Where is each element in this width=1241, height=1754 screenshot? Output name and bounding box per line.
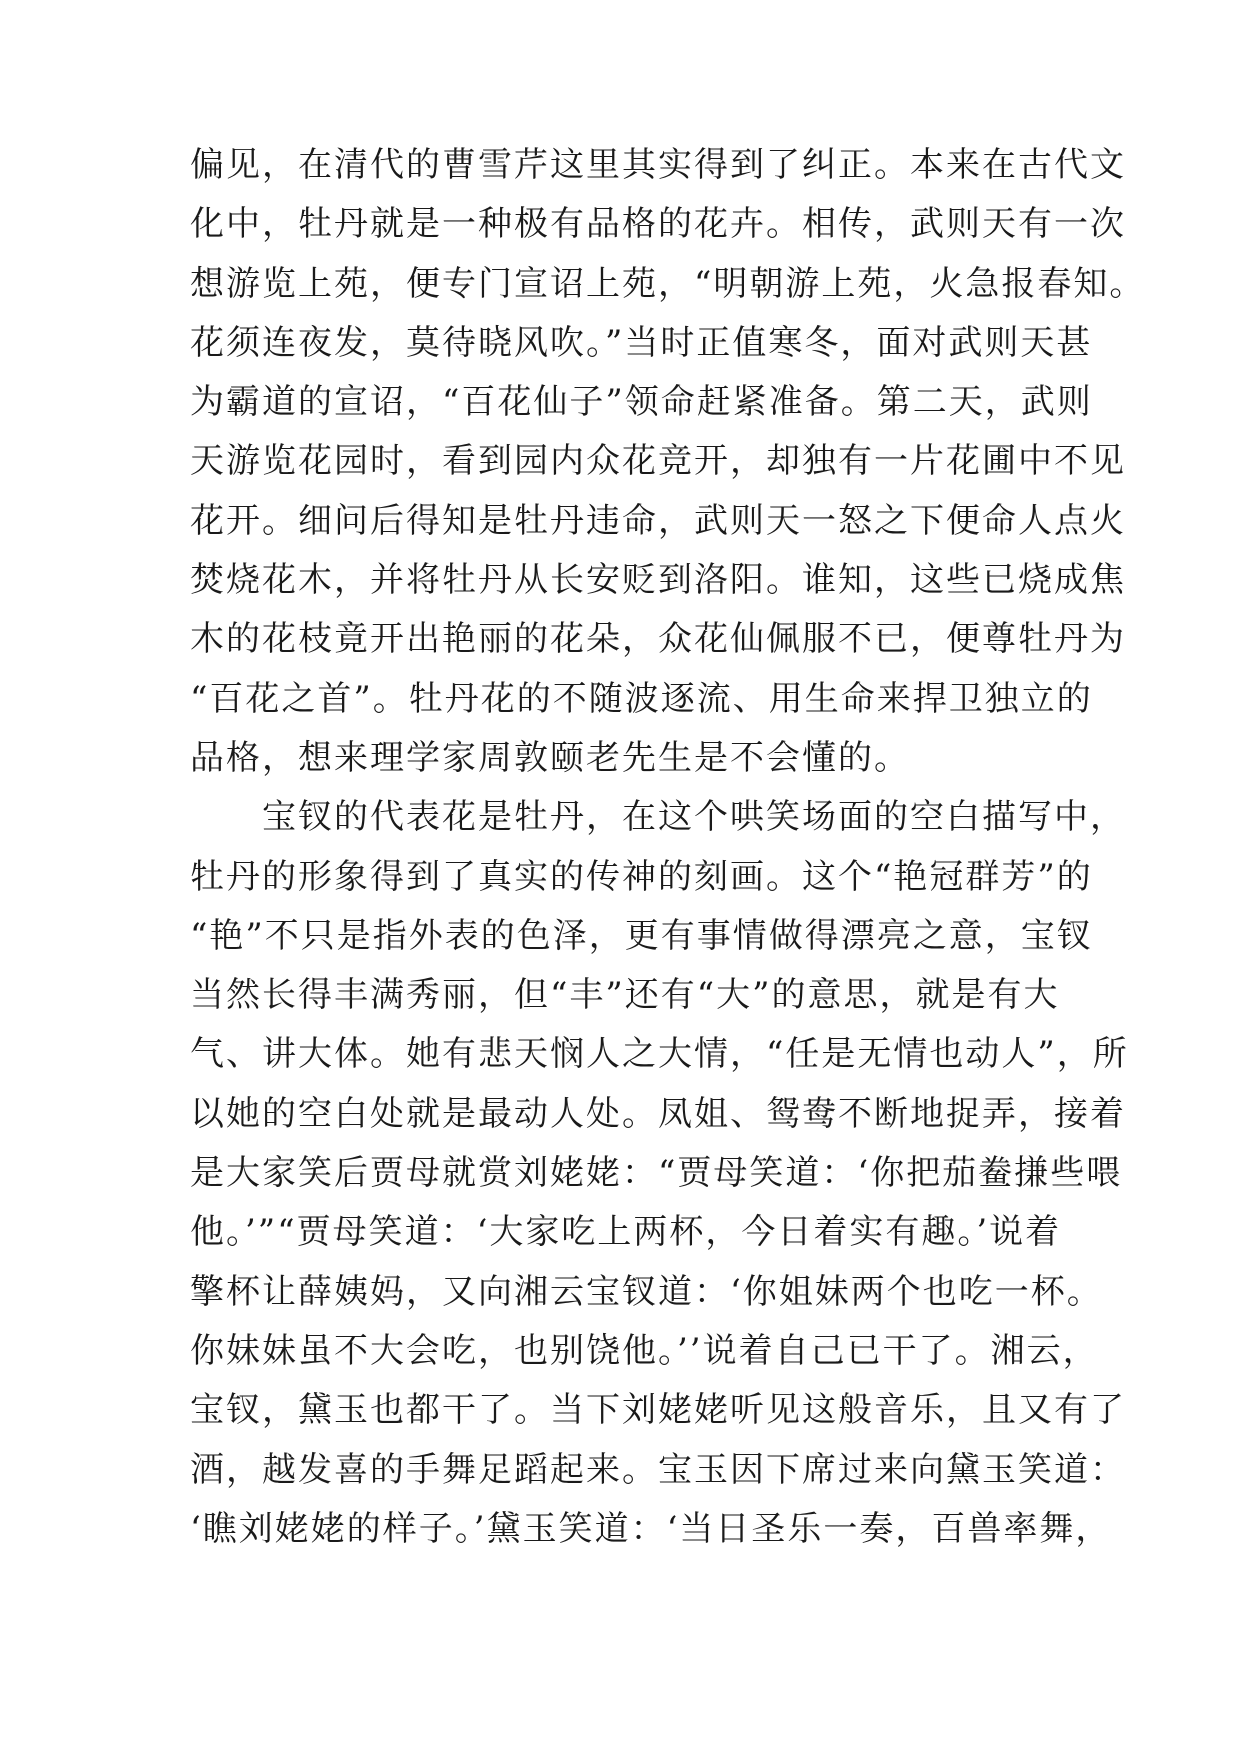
text-line: 擎杯让薛姨妈，又向湘云宝钗道：‘你姐妹两个也吃一杯。 bbox=[190, 1271, 1103, 1312]
text-line: 花开。细问后得知是牡丹违命，武则天一怒之下便命人点火 bbox=[190, 500, 1126, 541]
text-line: 为霸道的宣诏，“百花仙子”领命赶紧准备。第二天，武则 bbox=[190, 382, 1093, 423]
text-line: “艳”不只是指外表的色泽，更有事情做得漂亮之意，宝钗 bbox=[190, 915, 1093, 956]
text-line: “百花之首”。牡丹花的不随波逐流、用生命来捍卫独立的 bbox=[190, 678, 1093, 719]
text-line: 当然长得丰满秀丽，但“丰”还有“大”的意思，就是有大 bbox=[190, 975, 1060, 1016]
text-line: 花须连夜发，莫待晓风吹。”当时正值寒冬，面对武则天甚 bbox=[190, 322, 1093, 363]
text-line: 宝钗，黛玉也都干了。当下刘姥姥听见这般音乐，且又有了 bbox=[190, 1390, 1126, 1431]
text-line: 品格，想来理学家周敦颐老先生是不会懂的。 bbox=[190, 737, 910, 778]
text-line: 牡丹的形象得到了真实的传神的刻画。这个“艳冠群芳”的 bbox=[190, 856, 1093, 897]
text-line: ‘瞧刘姥姥的样子。’黛玉笑道：‘当日圣乐一奏，百兽率舞， bbox=[190, 1508, 1112, 1549]
text-line: 木的花枝竟开出艳丽的花朵，众花仙佩服不已，便尊牡丹为 bbox=[190, 619, 1126, 660]
document-page bbox=[190, 136, 1146, 1559]
text-line: 化中，牡丹就是一种极有品格的花卉。相传，武则天有一次 bbox=[190, 204, 1126, 245]
text-line: 气、讲大体。她有悲天悯人之大情，“任是无情也动人”，所 bbox=[190, 1034, 1129, 1075]
text-line: 宝钗的代表花是牡丹，在这个哄笑场面的空白描写中， bbox=[190, 797, 1126, 838]
text-line: 焚烧花木，并将牡丹从长安贬到洛阳。谁知，这些已烧成焦 bbox=[190, 560, 1126, 601]
text-line: 想游览上苑，便专门宣诏上苑，“明朝游上苑，火急报春知。 bbox=[190, 263, 1146, 304]
text-line: 他。’”“贾母笑道：‘大家吃上两杯，今日着实有趣。’说着 bbox=[190, 1212, 1062, 1253]
text-line: 你妹妹虽不大会吃，也别饶他。’’说着自己已干了。湘云， bbox=[190, 1330, 1099, 1371]
text-line: 天游览花园时，看到园内众花竞开，却独有一片花圃中不见 bbox=[190, 441, 1126, 482]
text-line: 是大家笑后贾母就赏刘姥姥：“贾母笑道：‘你把茄鲞搛些喂 bbox=[190, 1153, 1123, 1194]
text-line: 偏见，在清代的曹雪芹这里其实得到了纠正。本来在古代文 bbox=[190, 145, 1126, 185]
text-line: 以她的空白处就是最动人处。凤姐、鸳鸯不断地捉弄，接着 bbox=[190, 1093, 1126, 1134]
text-line: 酒，越发喜的手舞足蹈起来。宝玉因下席过来向黛玉笑道： bbox=[190, 1449, 1126, 1490]
